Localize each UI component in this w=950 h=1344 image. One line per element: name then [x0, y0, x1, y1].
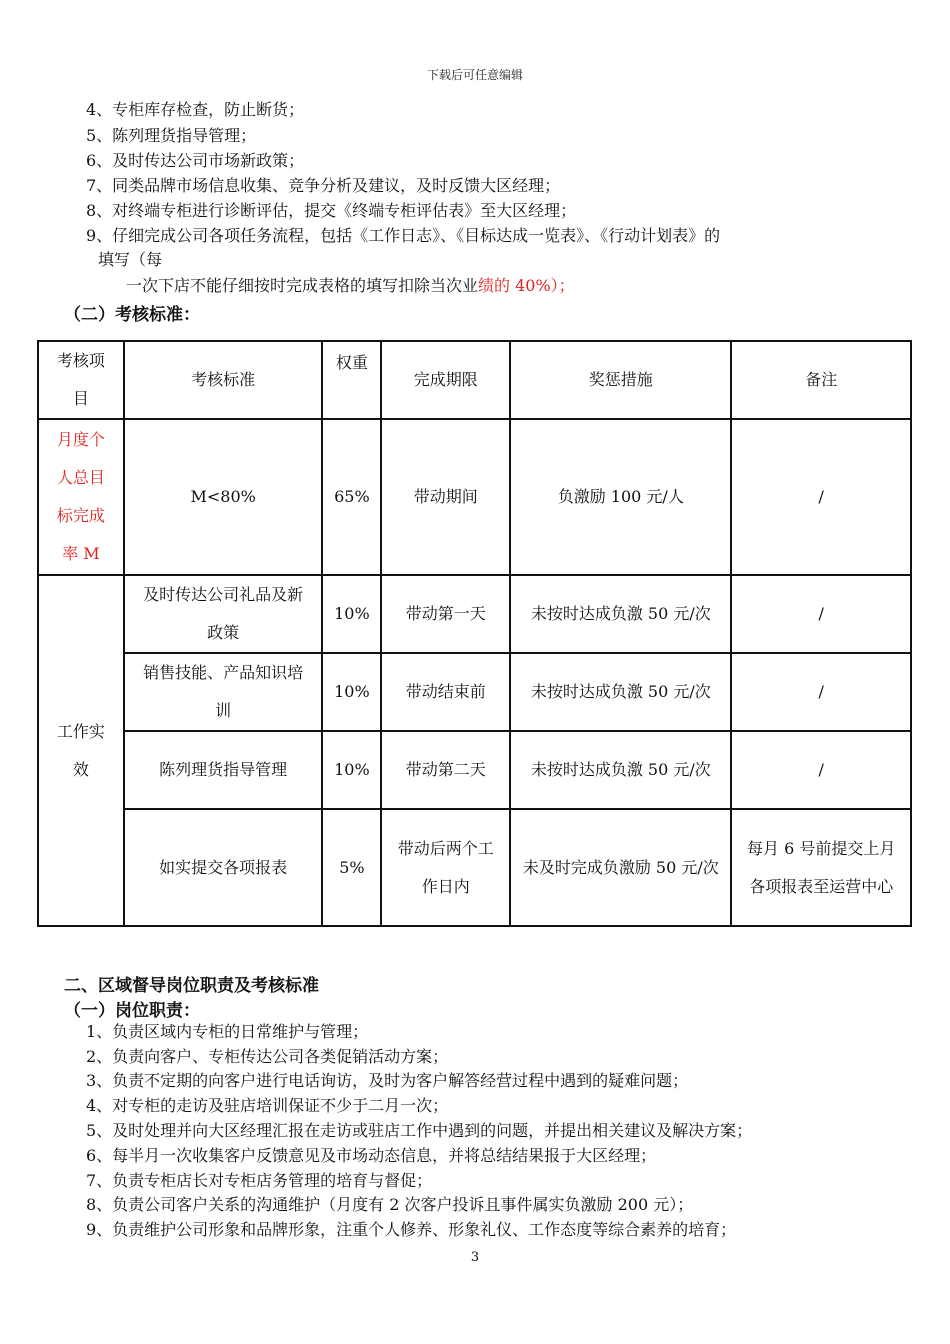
assessment-table — [37, 340, 912, 927]
cell-note: / — [731, 419, 911, 575]
cell-weight: 5% — [322, 809, 381, 926]
list-item: 4、对专柜的走访及驻店培训保证不少于二月一次； — [86, 1096, 449, 1115]
header-reward: 奖惩措施 — [510, 341, 731, 419]
list-item: 2、负责向客户、专柜传达公司各类促销活动方案； — [86, 1047, 449, 1066]
header-weight: 权重 — [322, 341, 381, 419]
cell-standard: 及时传达公司礼品及新政策 — [124, 575, 323, 653]
header-standard: 考核标准 — [124, 341, 323, 419]
table-header-row — [38, 341, 911, 419]
cell-weight: 10% — [322, 731, 381, 809]
duty-item-4: 4、专柜库存检查，防止断货； — [86, 100, 305, 119]
list-item: 7、负责专柜店长对专柜店务管理的培育与督促； — [86, 1171, 433, 1190]
duty-item-6: 6、及时传达公司市场新政策； — [86, 151, 305, 170]
duty-item-5: 5、陈列理货指导管理； — [86, 126, 257, 145]
cell-reward: 负激励 100 元/人 — [510, 419, 731, 575]
duty-item-9: 9、仔细完成公司各项任务流程，包括《工作日志》、《目标达成一览表》、《行动计划表》的 — [86, 226, 721, 245]
header-deadline: 完成期限 — [381, 341, 510, 419]
cell-deadline: 带动期间 — [381, 419, 510, 575]
cell-reward: 未按时达成负激 50 元/次 — [510, 731, 731, 809]
duty-item-9-penalty — [126, 276, 575, 296]
cell-standard: M<80% — [124, 419, 323, 575]
section2-subtitle: （一）岗位职责： — [64, 1001, 200, 1021]
cell-note: 每月 6 号前提交上月各项报表至运营中心 — [731, 809, 911, 926]
list-item: 6、每半月一次收集客户反馈意见及市场动态信息，并将总结结果报于大区经理； — [86, 1146, 657, 1165]
duty-item-9-continued: 填写（每 — [98, 250, 163, 269]
list-item: 1、负责区域内专柜的日常维护与管理； — [86, 1022, 369, 1041]
assessment-heading: （二）考核标准： — [64, 305, 200, 325]
table-row — [38, 653, 911, 731]
section2-title: 二、区域督导岗位职责及考核标准 — [64, 976, 319, 996]
header-note: 备注 — [731, 341, 911, 419]
cell-weight: 10% — [322, 653, 381, 731]
table-row — [38, 731, 911, 809]
duty-item-7: 7、同类品牌市场信息收集、竞争分析及建议，及时反馈大区经理； — [86, 176, 561, 195]
page-number: 3 — [470, 1250, 480, 1265]
cell-note: / — [731, 653, 911, 731]
cell-standard: 销售技能、产品知识培训 — [124, 653, 323, 731]
cell-reward: 未按时达成负激 50 元/次 — [510, 575, 731, 653]
penalty-highlight: 绩的 40%）； — [478, 276, 575, 295]
list-item: 9、负责维护公司形象和品牌形象，注重个人修养、形象礼仪、工作态度等综合素养的培育； — [86, 1220, 737, 1239]
cell-deadline: 带动结束前 — [381, 653, 510, 731]
cell-deadline: 带动后两个工作日内 — [381, 809, 510, 926]
cell-deadline: 带动第二天 — [381, 731, 510, 809]
cell-weight: 10% — [322, 575, 381, 653]
duty-item-8: 8、对终端专柜进行诊断评估，提交《终端专柜评估表》至大区经理； — [86, 201, 577, 220]
cell-work-effectiveness: 工作实效 — [38, 575, 124, 926]
cell-reward: 未及时完成负激励 50 元/次 — [510, 809, 731, 926]
table-row — [38, 419, 911, 575]
cell-note: / — [731, 575, 911, 653]
header-note: 下载后可任意编辑 — [426, 68, 523, 82]
table-row — [38, 809, 911, 926]
table-row — [38, 575, 911, 653]
cell-deadline: 带动第一天 — [381, 575, 510, 653]
cell-note: / — [731, 731, 911, 809]
list-item: 3、负责不定期的向客户进行电话询访，及时为客户解答经营过程中遇到的疑难问题； — [86, 1071, 689, 1090]
cell-weight: 65% — [322, 419, 381, 575]
list-item: 5、及时处理并向大区经理汇报在走访或驻店工作中遇到的问题，并提出相关建议及解决方案； — [86, 1121, 753, 1140]
penalty-text: 一次下店不能仔细按时完成表格的填写扣除当次业 — [126, 276, 479, 295]
cell-item-monthly-target: 月度个人总目标完成率 M — [38, 419, 124, 575]
cell-standard: 陈列理货指导管理 — [124, 731, 323, 809]
cell-reward: 未按时达成负激 50 元/次 — [510, 653, 731, 731]
list-item: 8、负责公司客户关系的沟通维护（月度有 2 次客户投诉且事件属实负激励 200 元）； — [86, 1195, 694, 1214]
header-item: 考核项目 — [38, 341, 124, 419]
cell-standard: 如实提交各项报表 — [124, 809, 323, 926]
